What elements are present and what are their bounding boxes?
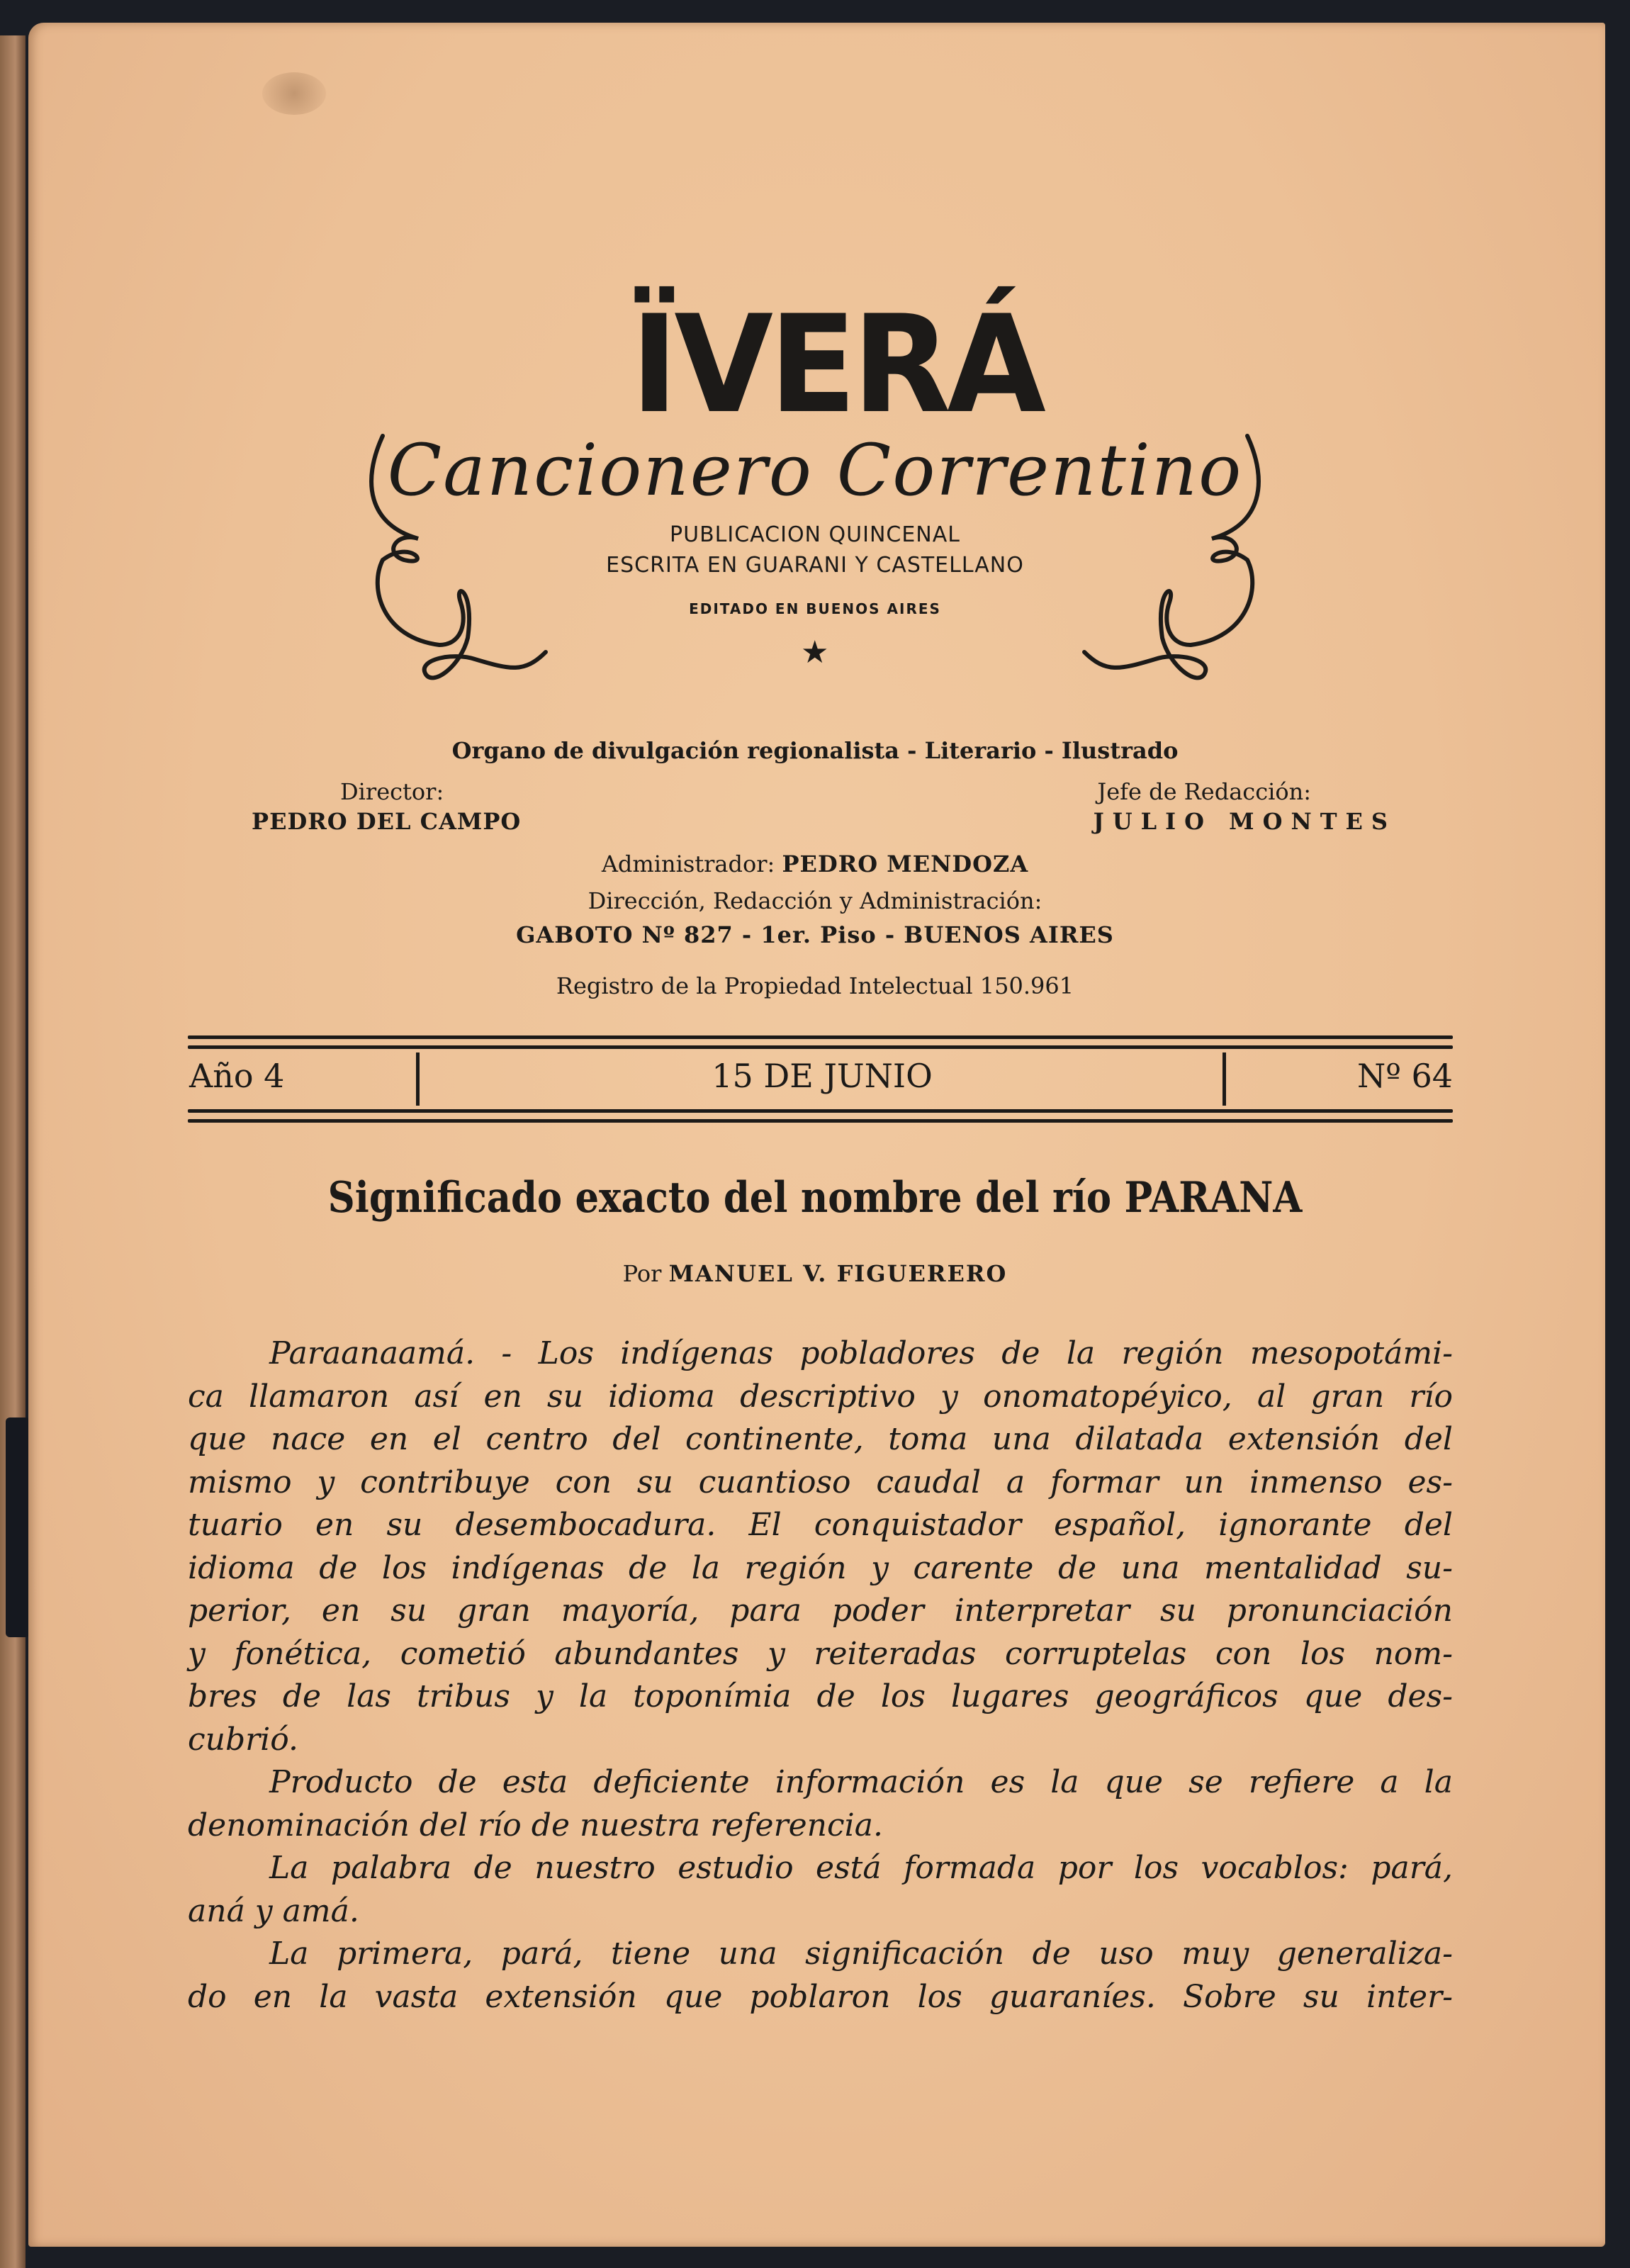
article-byline bbox=[177, 1260, 1453, 1287]
article-body bbox=[188, 1332, 1453, 2019]
issue-number: Nº 64 bbox=[1356, 1057, 1453, 1095]
rule-divider bbox=[188, 1035, 1453, 1039]
copyright-registry: Registro de la Propiedad Intelectual 150.961 bbox=[556, 972, 1074, 999]
masthead bbox=[354, 269, 1276, 695]
administrator-label: Administrador: bbox=[601, 850, 775, 877]
issue-year: Año 4 bbox=[189, 1057, 285, 1095]
body-line: Paraanaamá. - Los indígenas pobladores de la región mesopotámi- bbox=[269, 1335, 1453, 1371]
administrator-name: PEDRO MENDOZA bbox=[782, 850, 1029, 877]
masthead-subtitle: Cancionero Correntino bbox=[387, 429, 1243, 512]
editor-in-chief-label: Jefe de Redacción: bbox=[1097, 778, 1311, 805]
masthead-title: ÏVERÁ bbox=[630, 286, 1042, 443]
adjacent-page-edge bbox=[0, 35, 26, 2268]
body-line: denominación del río de nuestra referencia. bbox=[188, 1807, 883, 1843]
issue-bar bbox=[188, 1031, 1453, 1123]
body-line: bres de las tribus y la toponímia de los lugares geográficos que des- bbox=[188, 1678, 1453, 1714]
office-address: GABOTO Nº 827 - 1er. Piso - BUENOS AIRES bbox=[516, 921, 1114, 948]
body-line: cubrió. bbox=[188, 1721, 298, 1758]
body-line: tuario en su desembocadura. El conquistador español, ignorante del bbox=[188, 1507, 1453, 1543]
paper-stain bbox=[262, 72, 326, 115]
article-title: Significado exacto del nombre del río PARANA bbox=[327, 1173, 1303, 1223]
body-line: La palabra de nuestro estudio está formada por los vocablos: pará, bbox=[269, 1850, 1453, 1886]
body-line: aná y amá. bbox=[188, 1892, 359, 1929]
publication-languages: ESCRITA EN GUARANI Y CASTELLANO bbox=[606, 553, 1024, 578]
binding-tape bbox=[6, 1418, 30, 1637]
rule-divider bbox=[188, 1119, 1453, 1123]
column-divider bbox=[416, 1052, 420, 1106]
article-author: MANUEL V. FIGUERERO bbox=[668, 1260, 1008, 1287]
byline-prefix: Por bbox=[622, 1260, 662, 1287]
body-line: y fonética, cometió abundantes y reiteradas corruptelas con los nom- bbox=[188, 1635, 1453, 1672]
body-line: do en la vasta extensión que poblaron los guaraníes. Sobre su inter- bbox=[188, 1978, 1453, 2015]
staff-credits bbox=[213, 737, 1417, 1006]
rule-divider bbox=[188, 1109, 1453, 1113]
body-line: Producto de esta deficiente información es la que se refiere a la bbox=[269, 1764, 1453, 1800]
director-name: PEDRO DEL CAMPO bbox=[252, 808, 522, 835]
body-line: que nace en el centro del continente, toma una dilatada extensión del bbox=[188, 1421, 1453, 1457]
body-line: mismo y contribuye con su cuantioso caudal a formar un inmenso es- bbox=[188, 1464, 1453, 1500]
rule-divider bbox=[188, 1045, 1453, 1049]
administrator-line bbox=[213, 850, 1417, 877]
body-line: ca llamaron así en su idioma descriptivo y onomatopéyico, al gran río bbox=[188, 1378, 1453, 1415]
star-icon: ★ bbox=[801, 634, 829, 670]
body-line: perior, en su gran mayoría, para poder interpretar su pronunciación bbox=[188, 1593, 1453, 1629]
publication-frequency: PUBLICACION QUINCENAL bbox=[670, 522, 960, 547]
publication-location: EDITADO EN BUENOS AIRES bbox=[689, 600, 941, 617]
organ-description: Organo de divulgación regionalista - Literario - Ilustrado bbox=[451, 737, 1179, 764]
body-line: idioma de los indígenas de la región y carente de una mentalidad su- bbox=[188, 1549, 1453, 1586]
editor-in-chief-name: JULIO MONTES bbox=[1093, 808, 1396, 835]
body-line: La primera, pará, tiene una significación de uso muy generaliza- bbox=[269, 1936, 1453, 1972]
office-label: Dirección, Redacción y Administración: bbox=[588, 887, 1042, 914]
issue-date: 15 DE JUNIO bbox=[712, 1057, 933, 1095]
director-label: Director: bbox=[340, 778, 444, 805]
column-divider bbox=[1222, 1052, 1226, 1106]
